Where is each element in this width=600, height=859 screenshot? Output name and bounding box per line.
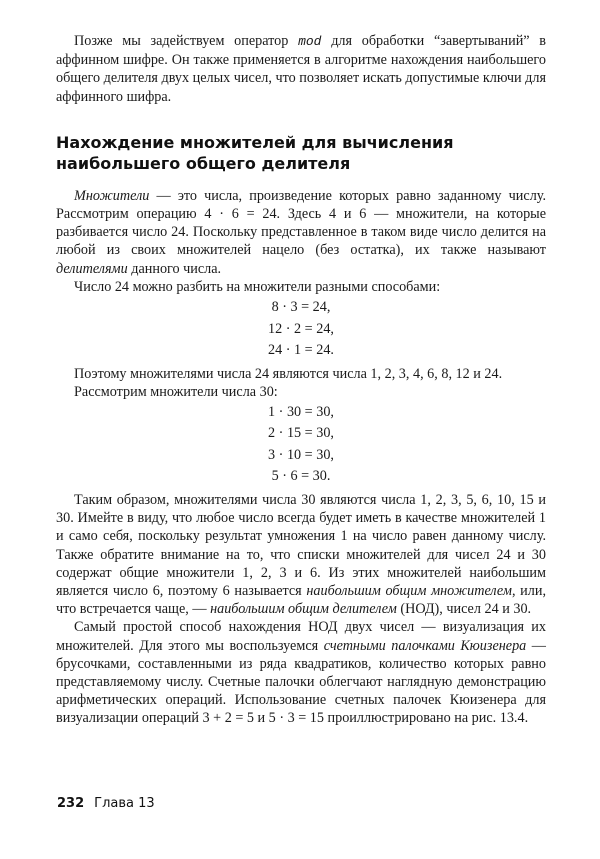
page-number: 232: [57, 796, 85, 811]
factors-24-intro: Число 24 можно разбить на множители разными способами:: [74, 278, 441, 295]
intro-paragraph: [56, 32, 546, 106]
heading-line-2: наибольшего общего делителя: [56, 153, 351, 173]
term-cuisenaire-rods: счетными палочками Кюизенера: [323, 637, 527, 654]
term-gcm: наибольшим общим множителем: [306, 582, 512, 599]
chapter-label: Глава 13: [94, 796, 155, 811]
section-heading: [56, 132, 546, 174]
equations-30: [56, 402, 546, 488]
equations-24: [56, 297, 546, 362]
equation: 24 · 1 = 24.: [268, 342, 334, 359]
gcd-text-b: , или, что встречается чаще, —: [56, 582, 546, 618]
gcd-text-a: Таким образом, множителями числа 30 являются числа 1, 2, 3, 5, 6, 10, 15 и 30. Имейте в виду, что любое число всегда будет иметь в качестве множителей 1 и само себя, поскольку результат умножения 1 на число равен данному числу. Также обратите внимание на то, что списки множителей для чисел 24 и 30 содержат общие множители 1, 2, 3 и 6. Из этих множителей наибольшим является число 6, поэтому 6 называется: [56, 491, 546, 599]
equation: 12 · 2 = 24,: [268, 320, 334, 337]
equation: 3 · 10 = 30,: [268, 446, 334, 463]
cuisenaire-text-a: Самый простой способ нахождения НОД двух чисел — визуализация их множителей. Для этого мы воспользуемся: [56, 619, 546, 654]
cuisenaire-paragraph: [56, 618, 546, 727]
gcd-text-c: (НОД), чисел 24 и 30.: [396, 601, 532, 618]
factors-24-result: Поэтому множителями числа 24 являются числа 1, 2, 3, 4, 6, 8, 12 и 24.: [74, 365, 503, 382]
mod-operator: mod: [298, 34, 322, 49]
factors-definition-paragraph: [56, 187, 546, 278]
definition-text-a: — это числа, произведение которых равно заданному числу. Рассмотрим операцию 4 · 6 = 24. Здесь 4 и 6 — множители, на которые разбивается число 24. Поскольку представленное в таком виде число делится на любой из своих множителей нацело (без остатка), их также называют: [56, 187, 546, 259]
definition-text-b: данного числа.: [127, 260, 222, 277]
term-divisors: делителями: [56, 260, 128, 277]
term-factors: Множители: [74, 187, 150, 204]
intro-text-a: Позже мы задействуем оператор: [74, 33, 299, 49]
heading-line-1: Нахождение множителей для вычисления: [56, 132, 454, 152]
gcd-explanation-paragraph: [56, 491, 546, 618]
intro-text-b: для обработки “завертываний” в аффинном шифре. Он также применяется в алгоритме нахождения наибольшего общего делителя двух целых чисел, что позволяет искать допустимые ключи для аффинного шифра.: [56, 33, 546, 105]
page-body: [56, 32, 546, 728]
factors-30-intro: Рассмотрим множители числа 30:: [74, 383, 278, 400]
equation: 5 · 6 = 30.: [271, 468, 331, 485]
term-gcd: наибольшим общим делителем: [210, 601, 397, 618]
equation: 8 · 3 = 24,: [271, 299, 331, 316]
equation: 1 · 30 = 30,: [268, 403, 334, 420]
page-footer: [57, 796, 155, 811]
cuisenaire-text-b: — брусочками, составленными из ряда квадратиков, количество которых равно представляемому числу. Счетные палочки облегчают наглядную демонстрацию арифметических операций. Использование счетных палочек Кюизенера для визуализации операций 3 + 2 = 5 и 5 · 3 = 15 проиллюстрировано на рис. 13.4.: [56, 637, 546, 727]
equation: 2 · 15 = 30,: [268, 425, 334, 442]
